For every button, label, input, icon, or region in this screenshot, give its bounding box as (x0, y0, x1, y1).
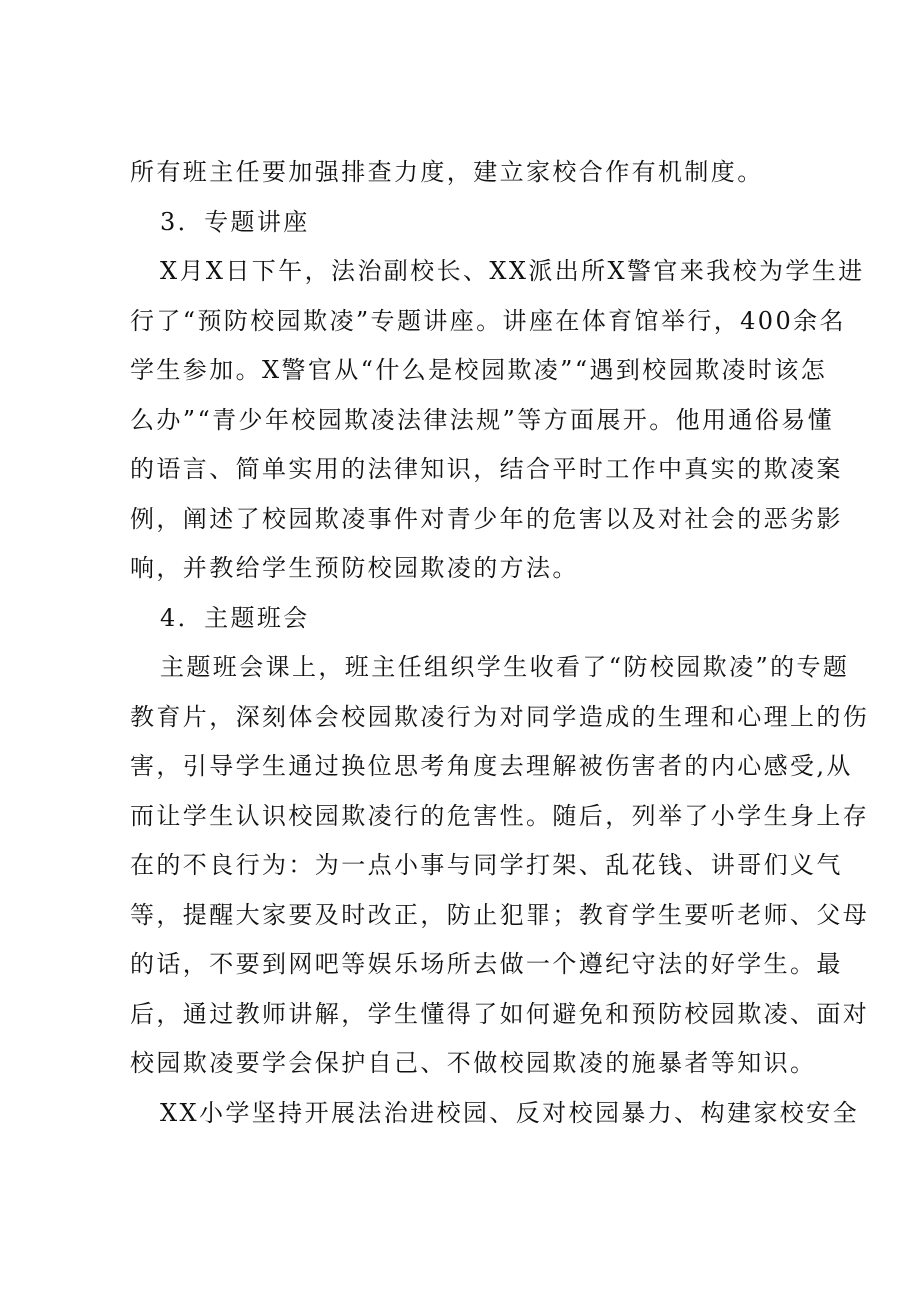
paragraph-line: XX小学坚持开展法治进校园、反对校园暴力、构建家校安全 (160, 1098, 859, 1127)
paragraph-line: 而让学生认识校园欺凌行的危害性。随后，列举了小学生身上存 (130, 801, 870, 830)
paragraph-line: X月X日下午，法治副校长、XX派出所X警官来我校为学生进 (160, 257, 865, 285)
paragraph-line: 的话，不要到网吧等娱乐场所去做一个遵纪守法的好学生。最 (130, 950, 843, 978)
paragraph-line: 等，提醒大家要及时改正，防止犯罪；教育学生要听老师、父母 (130, 900, 870, 929)
document-body (130, 148, 870, 1138)
section-heading-class-meeting: 4．主题班会 (160, 603, 310, 632)
paragraph-line: 的语言、简单实用的法律知识，结合平时工作中真实的欺凌案 (130, 455, 843, 483)
paragraph-line: 例，阐述了校园欺凌事件对青少年的危害以及对社会的恶劣影 (130, 504, 843, 533)
paragraph-line: 主题班会课上，班主任组织学生收看了“防校园欺凌”的专题 (160, 653, 850, 681)
paragraph-line: 所有班主任要加强排查力度，建立家校合作有机制度。 (130, 158, 764, 186)
section-heading-lecture: 3．专题讲座 (160, 207, 310, 236)
paragraph-line: 么办”“青少年校园欺凌法律法规”等方面展开。他用通俗易懂 (130, 405, 835, 434)
paragraph-line: 校园欺凌要学会保护自己、不做校园欺凌的施暴者等知识。 (130, 1049, 817, 1077)
paragraph-line: 学生参加。X警官从“什么是校园欺凌”“遇到校园欺凌时该怎 (130, 356, 828, 384)
paragraph-line: 害，引导学生通过换位思考角度去理解被伤害者的内心感受,从 (130, 752, 853, 780)
paragraph-line: 后，通过教师讲解，学生懂得了如何避免和预防校园欺凌、面对 (130, 999, 870, 1028)
paragraph-line: 教育片，深刻体会校园欺凌行为对同学造成的生理和心理上的伤 (130, 702, 870, 731)
paragraph-line: 响，并教给学生预防校园欺凌的方法。 (130, 554, 579, 582)
paragraph-line: 行了“预防校园欺凌”专题讲座。讲座在体育馆举行，400余名 (130, 306, 846, 335)
paragraph-line: 在的不良行为：为一点小事与同学打架、乱花钱、讲哥们义气 (130, 851, 843, 879)
